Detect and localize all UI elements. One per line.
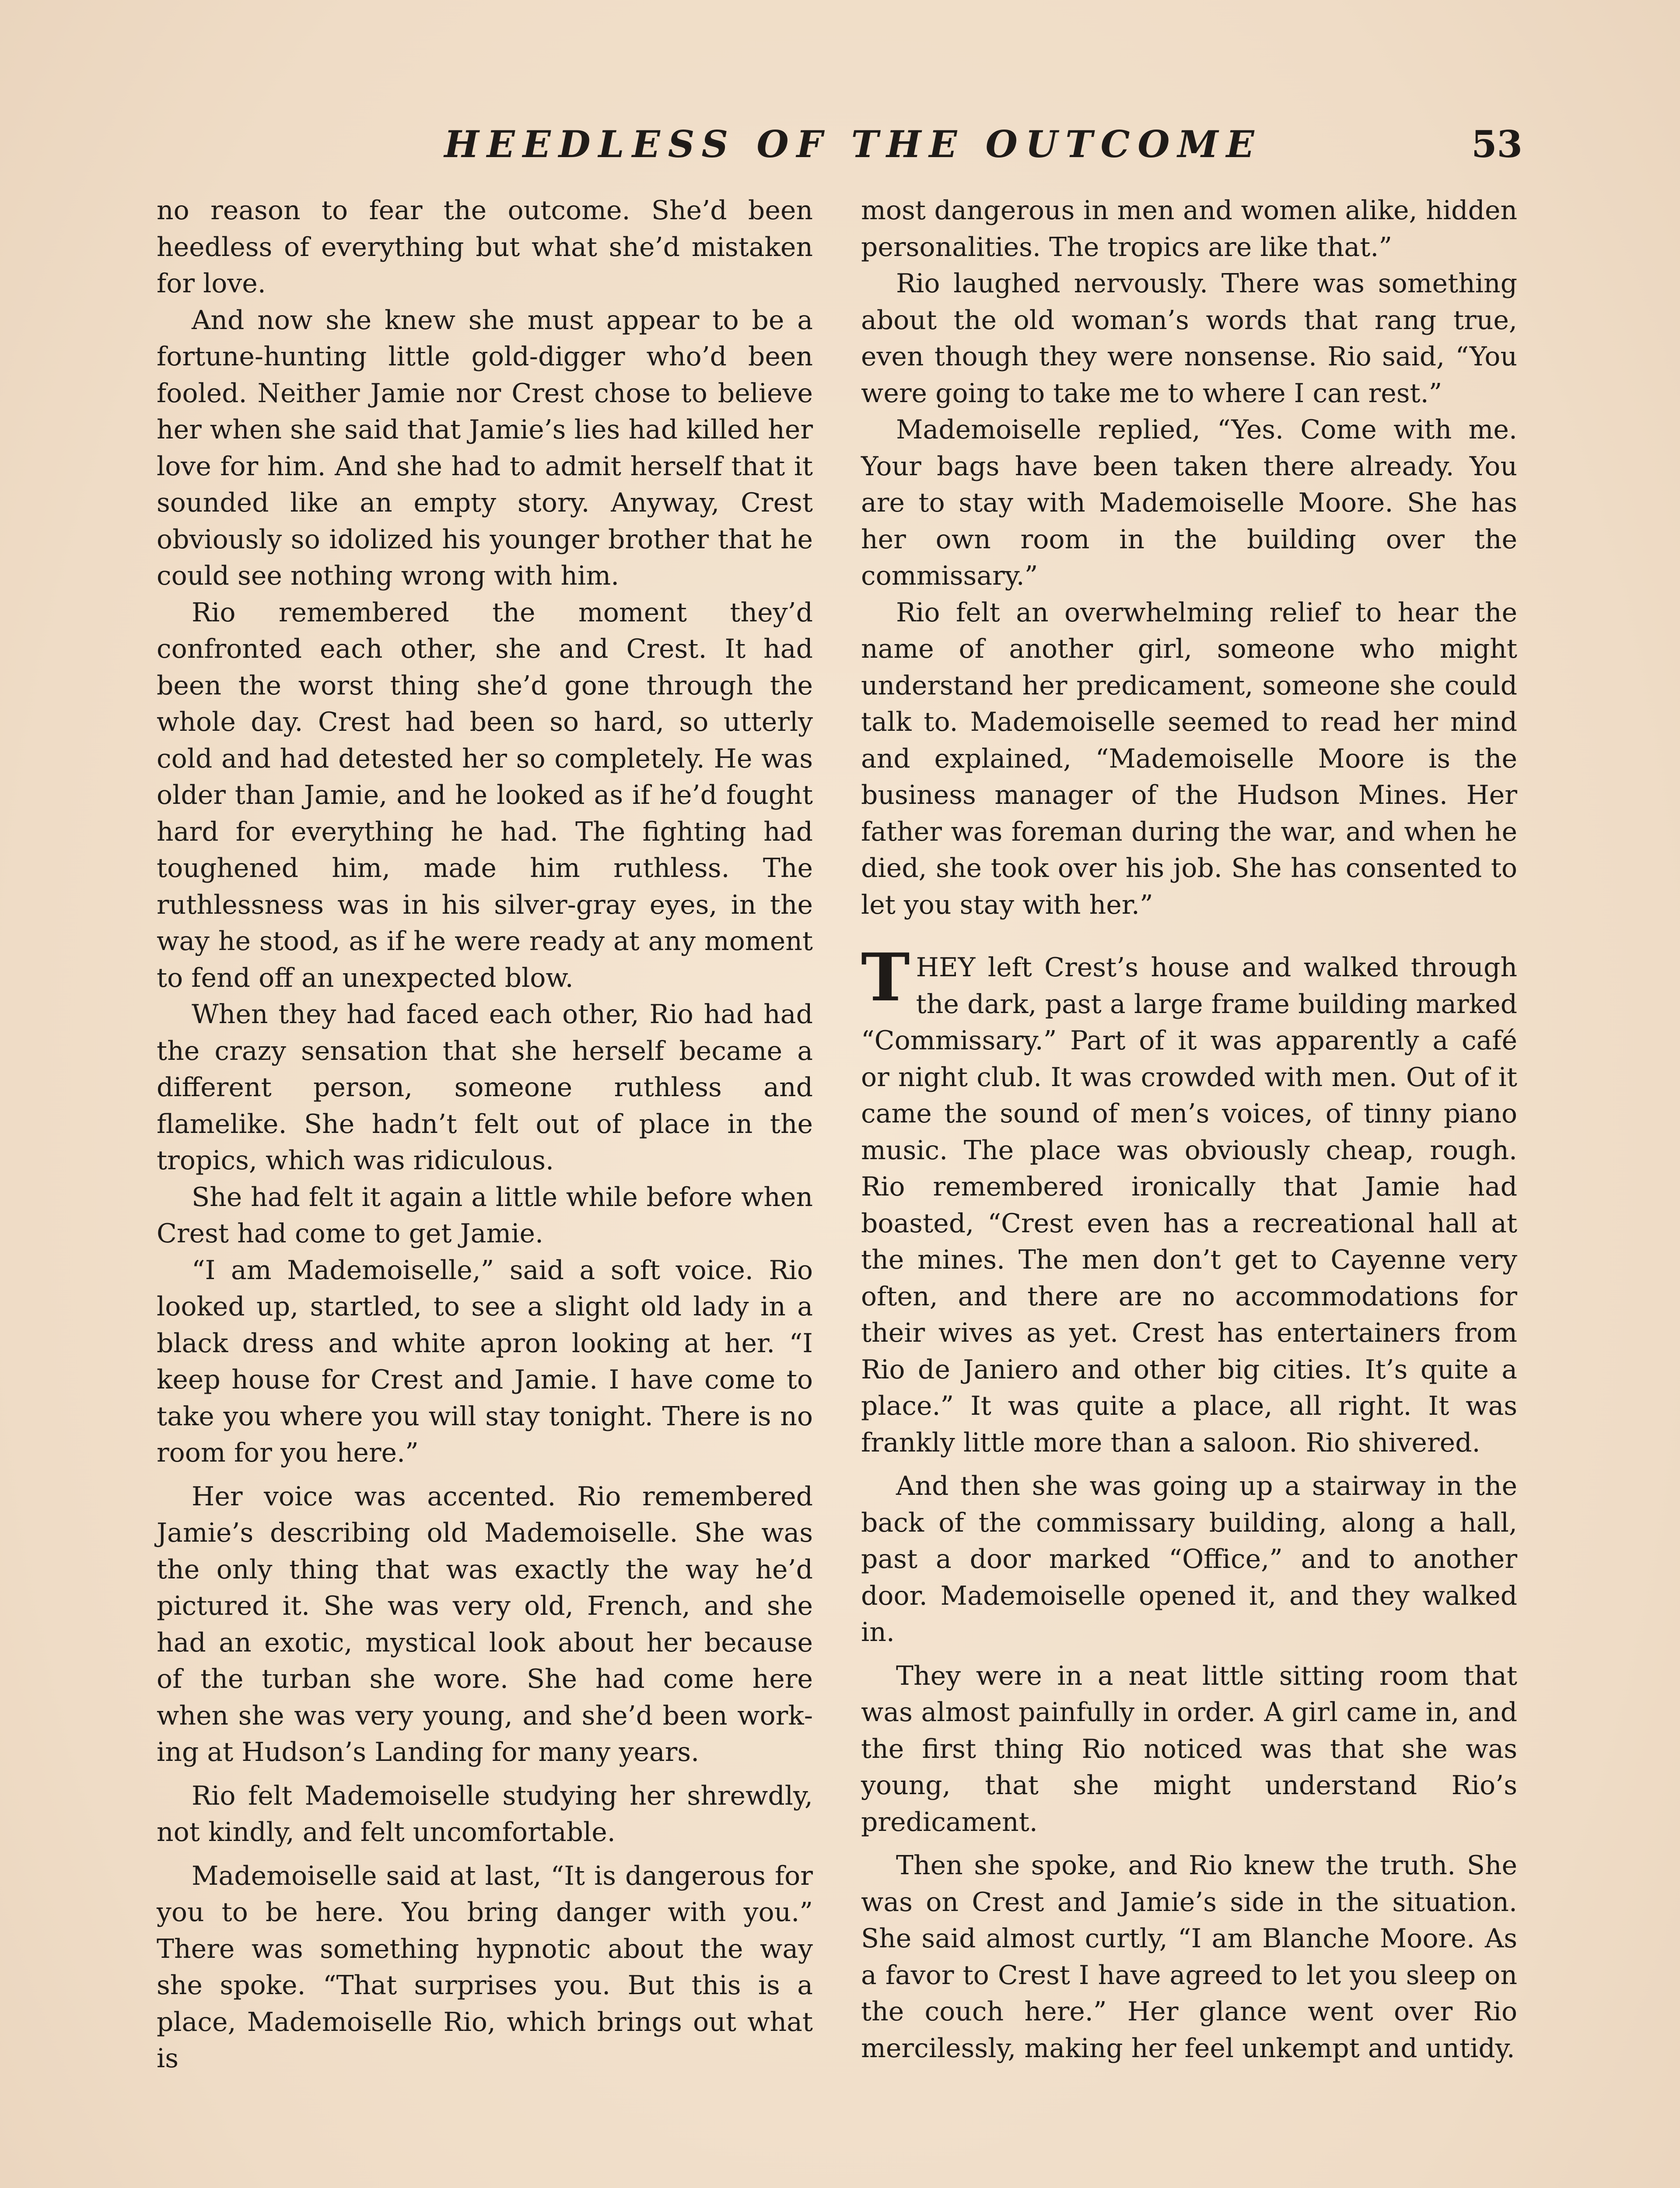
paragraph: Then she spoke, and Rio knew the truth. She was on Crest and Jamie’s side in the situation. She said almost curtly, “I am Blanche Moore. As a favor to Crest I have agreed to let you sleep on the couch here.” Her glance went over Rio mercilessly, making her feel unkempt and untidy. bbox=[861, 1850, 1517, 2064]
left-column bbox=[157, 193, 813, 2077]
paragraph: When they had faced each other, Rio had had the crazy sensation that she herself became a different person, someone ruthless and flamelike. She hadn’t felt out of place in the tropics, which was ridiculous. bbox=[157, 999, 813, 1176]
paragraph: Rio felt an overwhelming relief to hear the name of another girl, someone who might understand her predicament, someone she could talk to. Mademoiselle seemed to read her mind and explained, “Mademoiselle Moore is the business manager of the Hudson Mines. Her father was foreman during the war, and when he died, she took over his job. She has consented to let you stay with her.” bbox=[861, 597, 1517, 920]
paragraph: most dangerous in men and women alike, hidden personalities. The tropics are like that.” bbox=[861, 195, 1517, 263]
paragraph: “I am Mademoiselle,” said a soft voice. Rio looked up, startled, to see a slight old lady in a black dress and white apron looking at her. “I keep house for Crest and Jamie. I have come to take you where you will stay tonight. There is no room for you here.” bbox=[157, 1255, 813, 1468]
section-opening-text: HEY left Crest’s house and walked through the dark, past a large frame building marked “Commissary.” Part of it was apparently a café or night club. It was crowded with men. Out of it came the sound of men’s voices, of tinny piano music. The place was obviously cheap, rough. Rio remembered ironically that Jamie had boasted, “Crest even has a recreational hall at the mines. The men don’t get to Cayenne very often, and there are no accommodations for their wives as yet. Crest has entertainers from Rio de Janiero and other big cities. It’s quite a place.” It was quite a place, all right. It was frankly little more than a saloon. Rio shivered. bbox=[861, 952, 1517, 1458]
paragraph: Mademoiselle replied, “Yes. Come with me. Your bags have been taken there already. You are to stay with Mademoiselle Moore. She has her own room in the building over the commissary.” bbox=[861, 414, 1517, 591]
paragraph: She had felt it again a little while before when Crest had come to get Jamie. bbox=[157, 1182, 813, 1249]
running-title: HEEDLESS OF THE OUTCOME bbox=[444, 123, 1262, 166]
paragraph: And now she knew she must appear to be a fortune-hunting little gold-digger who’d been fooled. Neither Jamie nor Crest chose to believe her when she said that Jamie’s lies had killed her love for him. And she had to admit herself that it sounded like an empty story. Anyway, Crest obviously so idolized his younger brother that he could see nothing wrong with him. bbox=[157, 305, 813, 591]
drop-cap: T bbox=[861, 939, 910, 1016]
paragraph: And then she was going up a stairway in the back of the commissary building, along a hall, past a door marked “Office,” and to another door. Mademoiselle opened it, and they walked in. bbox=[861, 1471, 1517, 1648]
paragraph: no reason to fear the outcome. She’d been heedless of everything but what she’d mistaken for love. bbox=[157, 195, 813, 299]
page-number: 53 bbox=[1471, 123, 1522, 166]
right-column bbox=[861, 193, 1517, 2067]
section-opening-paragraph bbox=[861, 939, 1517, 1461]
paragraph: Mademoiselle said at last, “It is dangerous for you to be here. You bring danger with you.” There was something hypnotic about the way she spoke. “That surprises you. But this is a place, Mademoiselle Rio, which brings out what is bbox=[157, 1860, 813, 2074]
paragraph: Rio remembered the moment they’d confronted each other, she and Crest. It had been the worst thing she’d gone through the whole day. Crest had been so hard, so utterly cold and had detested her so completely. He was older than Jamie, and he looked as if he’d fought hard for everything he had. The fighting had toughened him, made him ruthless. The ruthlessness was in his silver-gray eyes, in the way he stood, as if he were ready at any moment to fend off an unexpected blow. bbox=[157, 597, 813, 993]
paragraph: Rio felt Mademoiselle studying her shrewdly, not kindly, and felt uncomfortable. bbox=[157, 1780, 813, 1848]
paragraph: They were in a neat little sitting room that was almost painfully in order. A girl came in, and the first thing Rio noticed was that she was young, that she might understand Rio’s predicament. bbox=[861, 1660, 1517, 1837]
paragraph: Rio laughed nervously. There was something about the old woman’s words that rang true, even though they were nonsense. Rio said, “You were going to take me to where I can rest.” bbox=[861, 268, 1517, 409]
page-header bbox=[153, 123, 1522, 179]
paragraph: Her voice was accented. Rio remembered Jamie’s describing old Mademoiselle. She was the only thing that was exactly the way he’d pictured it. She was very old, French, and she had an exotic, mystical look about her because of the turban she wore. She had come here when she was very young, and she’d been working at Hudson’s Landing for many years. bbox=[157, 1481, 813, 1767]
